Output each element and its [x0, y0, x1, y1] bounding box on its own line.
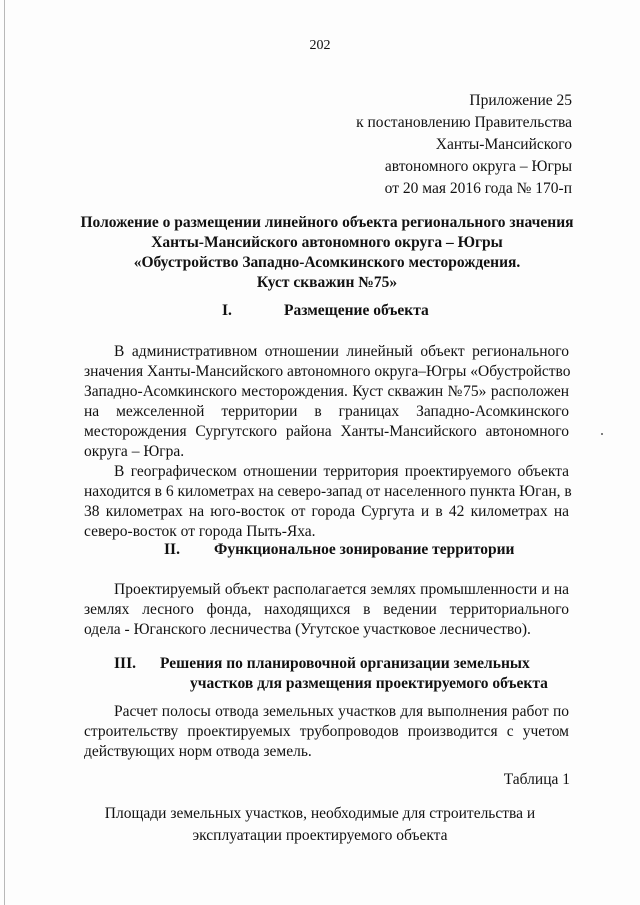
section-title: Размещение объекта: [284, 302, 429, 319]
paragraph-line: значения Ханты-Мансийского автономного округа–Югры «Обустройство: [84, 363, 571, 380]
appendix-line: автономного округа – Югры: [384, 158, 572, 175]
appendix-line: к постановлению Правительства: [356, 114, 572, 131]
paragraph-line: Проектируемый объект располагается землях промышленности и на: [114, 581, 569, 598]
section-2-paragraph-1: [84, 580, 569, 640]
section-number: II.: [164, 541, 180, 558]
paragraph-line: северо-восток от города Пыть-Яха.: [84, 523, 316, 540]
scan-edge-line: [4, 0, 5, 905]
title-line: Куст скважин №75»: [256, 274, 398, 291]
paragraph-line: землях лесного фонда, находящихся в ведении территориального: [84, 601, 569, 618]
page-number: 202: [309, 38, 331, 53]
paragraph-line: Расчет полосы отвода земельных участков для выполнения работ по: [114, 703, 569, 720]
section-title-line: участков для размещения проектируемого объекта: [190, 675, 548, 692]
appendix-block: [356, 90, 572, 200]
appendix-line: Приложение 25: [469, 92, 572, 109]
paragraph-line: округа – Югра.: [84, 443, 185, 460]
section-title: Функциональное зонирование территории: [214, 541, 515, 558]
section-1-paragraph-2: [84, 462, 572, 542]
paragraph-line: на межселенной территории в границах Западно-Асомкинского: [84, 403, 569, 420]
paragraph-line: строительству проектируемых трубопроводов производится с учетом: [84, 723, 569, 740]
paragraph-line: 38 километрах на юго-восток от города Сургута и в 42 километрах на: [84, 503, 569, 520]
appendix-line: Ханты-Мансийского: [435, 136, 572, 153]
appendix-line: от 20 мая 2016 года № 170-п: [384, 180, 572, 197]
paragraph-line: В географическом отношении территория проектируемого объекта: [114, 463, 569, 480]
paragraph-line: находится в 6 километрах на северо-запад от населенного пункта Юган, в: [84, 483, 572, 500]
paragraph-line: Западно-Асомкинского месторождения. Куст скважин №75» расположен: [84, 383, 569, 400]
title-line: Положение о размещении линейного объекта регионального значения: [80, 214, 574, 231]
title-line: «Обустройство Западно-Асомкинского месторождения.: [133, 254, 521, 271]
document-title: [60, 213, 594, 293]
table-caption-line: Площади земельных участков, необходимые для строительства и: [104, 805, 536, 822]
section-3-paragraph-1: [84, 702, 569, 762]
section-number: III.: [114, 655, 136, 672]
paragraph-line: месторождения Сургутского района Ханты-Мансийского автономного: [84, 423, 569, 440]
paragraph-line: В административном отношении линейный объект регионального: [114, 343, 569, 360]
table-caption: [70, 803, 570, 847]
section-1-paragraph-1: [84, 342, 569, 462]
paragraph-line: действующих норм отвода земель.: [84, 743, 312, 760]
title-line: Ханты-Мансийского автономного округа – Югры: [151, 234, 503, 251]
paragraph-line: одела - Юганского лесничества (Угутское участковое лесничество).: [84, 621, 531, 638]
table-caption-line: эксплуатации проектируемого объекта: [192, 827, 448, 844]
scan-speck: [601, 433, 603, 435]
section-number: I.: [222, 302, 232, 319]
table-label: Таблица 1: [503, 771, 570, 788]
section-title-line: Решения по планировочной организации земельных: [160, 655, 530, 672]
